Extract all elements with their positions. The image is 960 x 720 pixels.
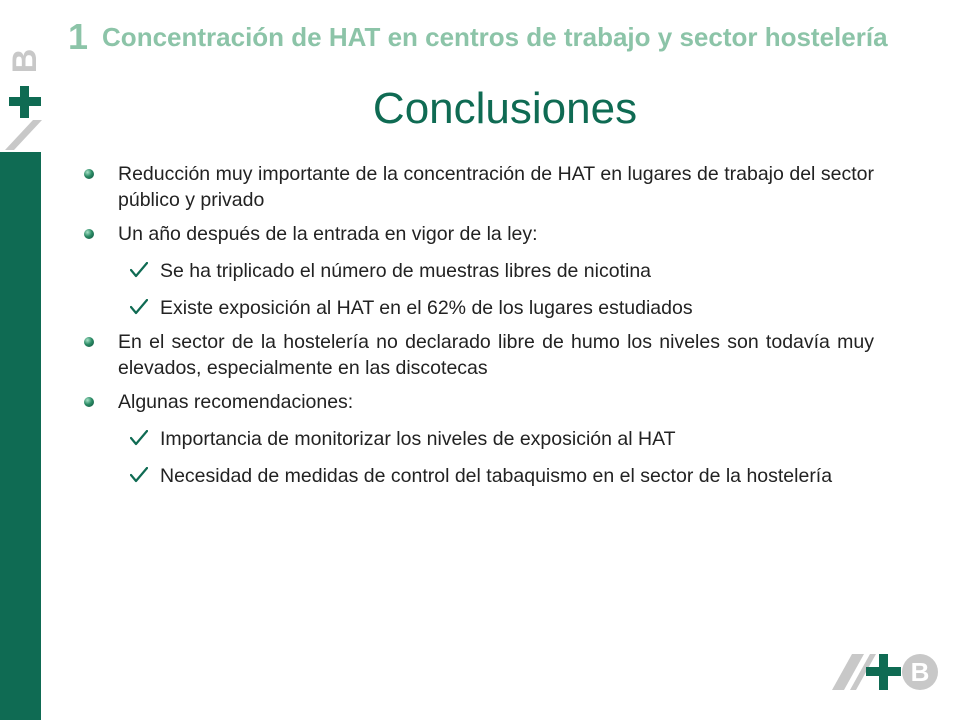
bullet-sphere-icon [84, 397, 94, 407]
bullet-list [84, 161, 874, 489]
check-item [84, 463, 874, 489]
left-green-bar [0, 152, 41, 720]
logo-slash-bottom [832, 654, 864, 690]
check-item-text: Se ha triplicado el número de muestras libres de nicotina [160, 260, 652, 282]
bullet-text: En el sector de la hostelería no declarado libre de humo los niveles son todavía muy elevados, especialmente en las discotecas [118, 331, 874, 379]
slide-title: Conclusiones [372, 84, 638, 133]
bullet-sphere-icon [84, 169, 94, 179]
checkmark-icon [130, 430, 148, 446]
logo-b-letter [6, 49, 44, 74]
check-item [84, 295, 874, 321]
bullet-text: Un año después de la entrada en vigor de la ley: [118, 223, 538, 245]
checkmark-icon [130, 262, 148, 278]
check-item-text: Importancia de monitorizar los niveles de exposición al HAT [160, 428, 676, 450]
bullet-text: Algunas recomendaciones: [118, 391, 354, 413]
check-item [84, 258, 874, 284]
bullet-sphere-icon [84, 337, 94, 347]
bullet-item [84, 329, 874, 381]
svg-text:B: B [6, 48, 44, 74]
logo-plus-h-bottom [866, 667, 901, 676]
bullet-sphere-icon [84, 229, 94, 239]
bullet-item [84, 161, 874, 213]
logo-b-letter-bottom: B [910, 657, 930, 687]
checkmark-icon [130, 299, 148, 315]
bullet-item [84, 389, 874, 415]
bullet-text: Reducción muy importante de la concentración de HAT en lugares de trabajo del sector público y privado [118, 163, 874, 211]
check-item-text: Existe exposición al HAT en el 62% de los lugares estudiados [160, 297, 693, 319]
section-title: Concentración de HAT en centros de trabajo y sector hostelería [102, 22, 888, 52]
bullet-item [84, 221, 874, 247]
section-number: 1 [68, 16, 89, 57]
check-item-text: Necesidad de medidas de control del tabaquismo en el sector de la hostelería [160, 465, 833, 487]
checkmark-icon [130, 467, 148, 483]
check-item [84, 426, 874, 452]
plus-b-logo [832, 652, 940, 692]
section-header [68, 14, 938, 60]
